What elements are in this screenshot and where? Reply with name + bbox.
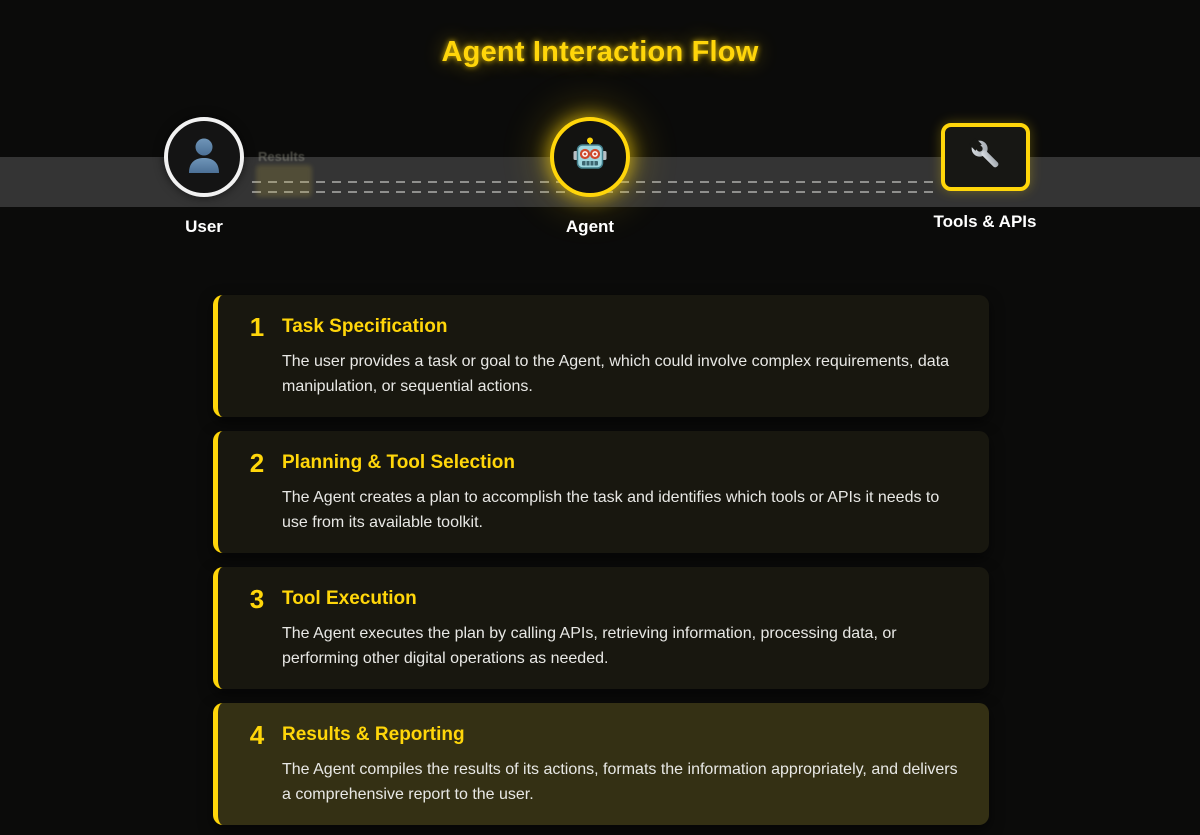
request-ghost <box>256 165 312 197</box>
step-description: The user provides a task or goal to the Agent, which could involve complex requirements, data manipulation, or sequential actions. <box>282 353 950 395</box>
step-card-3[interactable] <box>213 567 989 689</box>
step-title: Results & Reporting <box>282 724 465 745</box>
step-description: The Agent creates a plan to accomplish the task and identifies which tools or APIs it needs to use from its available toolkit. <box>282 489 940 531</box>
page-title: Agent Interaction Flow <box>441 36 759 68</box>
step-number: 1 <box>249 312 265 342</box>
results-ghost-label: Results <box>258 149 305 164</box>
agent-node[interactable] <box>550 117 630 197</box>
step-number: 2 <box>249 448 265 478</box>
step-number: 3 <box>249 584 265 614</box>
step-title: Tool Execution <box>282 588 417 609</box>
step-card-1[interactable] <box>213 295 989 417</box>
steps-list <box>213 295 989 835</box>
step-description: The Agent executes the plan by calling APIs, retrieving information, processing data, or performing other digital operations as needed. <box>282 625 897 667</box>
robot-icon <box>572 137 608 178</box>
step-card-2[interactable] <box>213 431 989 553</box>
user-icon <box>184 134 224 181</box>
wrench-icon <box>965 134 1007 181</box>
step-card-4-active[interactable] <box>213 703 989 825</box>
agent-node-label: Agent <box>565 217 615 236</box>
step-title: Task Specification <box>282 316 448 337</box>
tools-node[interactable] <box>941 123 1030 191</box>
step-number: 4 <box>249 720 265 750</box>
user-node-label: User <box>185 217 223 236</box>
step-description: The Agent compiles the results of its actions, formats the information appropriately, and delivers a comprehensive report to the user. <box>282 761 958 803</box>
step-title: Planning & Tool Selection <box>282 452 515 473</box>
user-node[interactable] <box>164 117 244 197</box>
tools-node-label: Tools & APIs <box>933 212 1037 231</box>
